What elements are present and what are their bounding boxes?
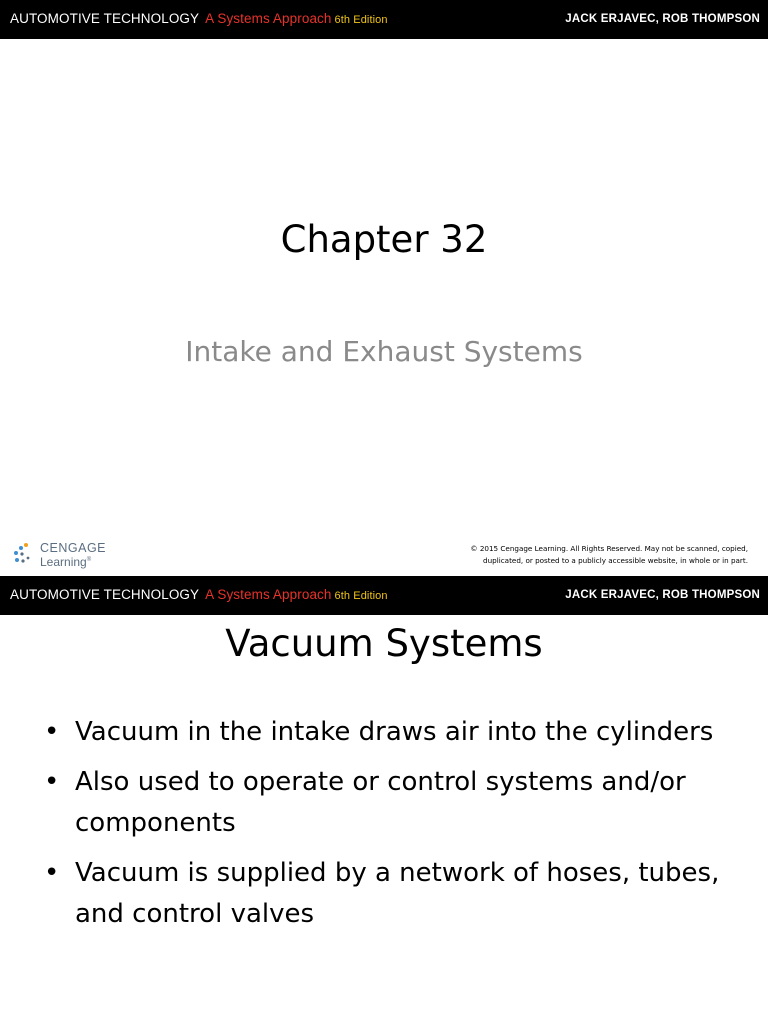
copyright-line-2: duplicated, or posted to a publicly accessible website, in whole or in part. [483, 556, 748, 565]
banner-subtitle: A Systems Approach [205, 587, 332, 602]
banner-brand: AUTOMOTIVE TECHNOLOGY [10, 11, 200, 26]
chapter-subtitle: Intake and Exhaust Systems [185, 335, 583, 368]
bullet-text: Vacuum in the intake draws air into the cylinders [75, 717, 714, 747]
cengage-dots-icon [12, 542, 36, 566]
cengage-logo [12, 540, 132, 570]
banner-authors: JACK ERJAVEC, ROB THOMPSON [565, 589, 760, 601]
banner-book-title [10, 11, 388, 26]
banner-authors: JACK ERJAVEC, ROB THOMPSON [565, 13, 760, 25]
bullet-item [40, 762, 740, 844]
logo-cengage-text: CENGAGE [40, 541, 107, 555]
banner-edition: 6th Edition [334, 14, 388, 26]
bullet-text: Vacuum is supplied by a network of hoses, tubes, and control valves [75, 858, 720, 929]
chapter-title: Chapter 32 [280, 218, 488, 261]
banner-edition: 6th Edition [334, 590, 388, 602]
bullet-item [40, 712, 740, 753]
header-banner [0, 576, 768, 615]
bullet-item [40, 853, 740, 935]
content-slide [0, 576, 768, 1024]
bullet-list [40, 712, 740, 944]
slide-title: Vacuum Systems [225, 622, 543, 665]
copyright-line-1: © 2015 Cengage Learning. All Rights Reserved. May not be scanned, copied, [470, 544, 748, 553]
banner-subtitle: A Systems Approach [205, 11, 332, 26]
bullet-marker: • [44, 767, 60, 797]
header-banner [0, 0, 768, 39]
bullet-text: Also used to operate or control systems and/or components [75, 767, 686, 838]
logo-learning-text [40, 555, 91, 569]
bullet-marker: • [44, 858, 60, 888]
logo-trademark: ® [86, 557, 92, 563]
copyright-notice [418, 543, 748, 567]
banner-book-title [10, 587, 388, 602]
bullet-marker: • [44, 717, 60, 747]
banner-brand: AUTOMOTIVE TECHNOLOGY [10, 587, 200, 602]
logo-learning-word: Learning [40, 555, 87, 569]
